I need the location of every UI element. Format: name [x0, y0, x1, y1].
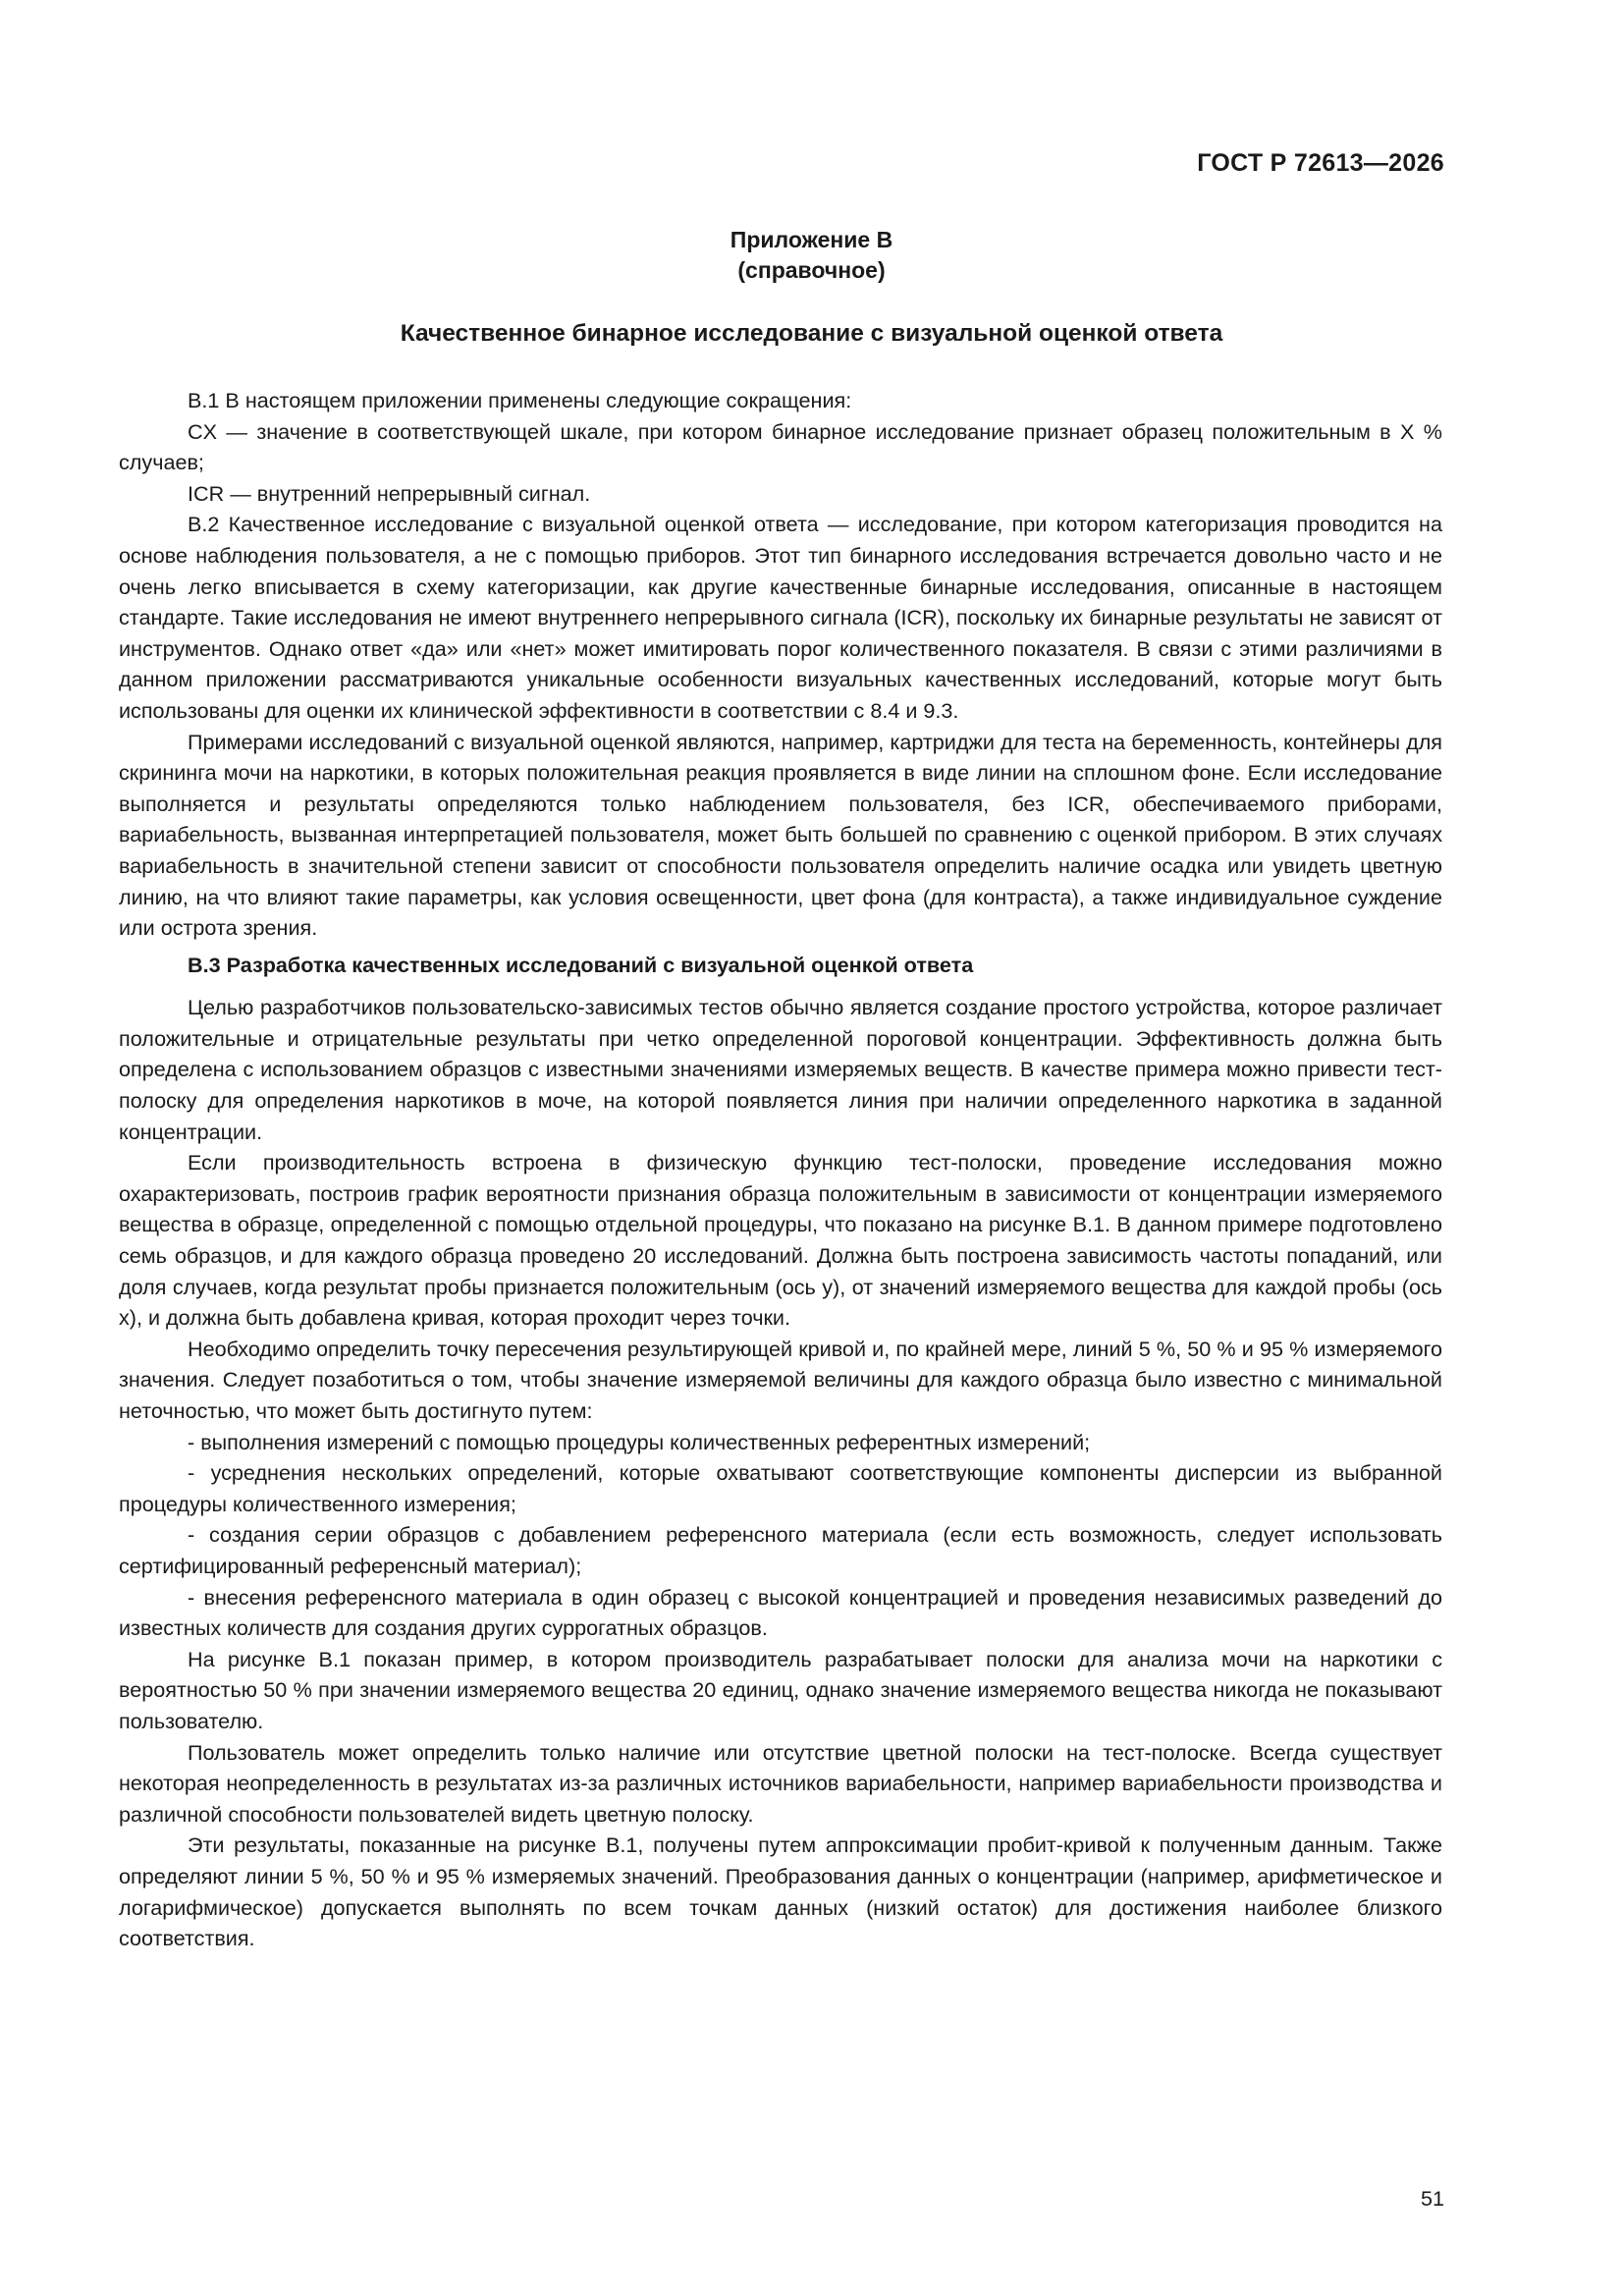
list-item: - выполнения измерений с помощью процедуры количественных референтных измерений; [188, 1429, 1091, 1454]
appendix-title: Качественное бинарное исследование с визуальной оценкой ответа [400, 320, 1223, 347]
appendix-heading [0, 225, 1623, 286]
appendix-label: Приложение В [730, 227, 893, 252]
body-text [119, 385, 1442, 1954]
paragraph-b1-icr: ICR — внутренний непрерывный сигнал. [188, 480, 591, 506]
paragraph-b1-cx: CX — значение в соответствующей шкале, при котором бинарное исследование признает образец положительным в X % случаев; [119, 418, 1442, 475]
list-item: - усреднения нескольких определений, которые охватывают соответствующие компоненты дисперсии из выбранной процедуры количественного измерения; [119, 1460, 1442, 1516]
paragraph-b3-goal: Целью разработчиков пользовательско-зависимых тестов обычно является создание простого устройства, которое различает положительные и отрицательные результаты при четко определенной пороговой концентрации. Эффективность должна быть определена с использованием образцов с известными значениями измеряемых веществ. В качестве примера можно привести тест-полоску для определения наркотиков в моче, на которой появляется линия при наличии определенного наркотика в заданной концентрации. [119, 995, 1442, 1144]
paragraph-b3-performance: Если производительность встроена в физическую функцию тест-полоски, проведение исследования можно охарактеризовать, построив график вероятности признания образца положительным в зависимости от концентрации измеряемого вещества в образце, определенной с помощью отдельной процедуры, что показано на рисунке В.1. В данном примере подготовлено семь образцов, и для каждого образца проведено 20 исследований. Должна быть построена зависимость частоты попаданий, или доля случаев, когда результат пробы признается положительным (ось y), от значений измеряемого вещества для каждой пробы (ось x), и должна быть добавлена кривая, которая проходит через точки. [119, 1150, 1442, 1331]
document-code: ГОСТ Р 72613—2026 [1197, 149, 1444, 177]
paragraph-user-detect: Пользователь может определить только наличие или отсутствие цветной полоски на тест-полоске. Всегда существует некоторая неопределенность в результатах из-за различных источников вариабельности, например вариабельности производства и различной способности пользователей видеть цветную полоску. [119, 1739, 1442, 1827]
page-number: 51 [1420, 2186, 1444, 2211]
paragraph-examples: Примерами исследований с визуальной оценкой являются, например, картриджи для теста на беременность, контейнеры для скрининга мочи на наркотики, в которых положительная реакция проявляется в виде линии на сплошном фоне. Если исследование выполняется и результаты определяются только наблюдением пользователя, без ICR, обеспечиваемого приборами, вариабельность, вызванная интерпретацией пользователя, может быть большей по сравнению с оценкой прибором. В этих случаях вариабельность в значительной степени зависит от способности пользователя определить наличие осадка или увидеть цветную линию, на что влияют такие параметры, как условия освещенности, цвет фона (для контраста), а также индивидуальное суждение или острота зрения. [119, 729, 1442, 941]
paragraph-probit: Эти результаты, показанные на рисунке В.1, получены путем аппроксимации пробит-кривой к полученным данным. Также определяют линии 5 %, 50 % и 95 % измеряемых значений. Преобразования данных о концентрации (например, арифметическое и логарифмическое) допускается выполнять по всем точкам данных (низкий остаток) для достижения наиболее близкого соответствия. [119, 1832, 1442, 1951]
paragraph-b2: В.2 Качественное исследование с визуальной оценкой ответа — исследование, при котором категоризация проводится на основе наблюдения пользователя, а не с помощью приборов. Этот тип бинарного исследования встречается довольно часто и не очень легко вписывается в схему категоризации, как другие качественные бинарные исследования, описанные в настоящем стандарте. Такие исследования не имеют внутреннего непрерывного сигнала (ICR), поскольку их бинарные результаты не зависят от инструментов. Однако ответ «да» или «нет» может имитировать порог количественного показателя. В связи с этими различиями в данном приложении рассматриваются уникальные особенности визуальных качественных исследований, которые могут быть использованы для оценки их клинической эффективности в соответствии с 8.4 и 9.3. [119, 512, 1442, 723]
paragraph-fig-example: На рисунке В.1 показан пример, в котором производитель разрабатывает полоски для анализа мочи на наркотики с вероятностью 50 % при значении измеряемого вещества 20 единиц, однако значение измеряемого вещества никогда не показывают пользователю. [119, 1646, 1442, 1733]
paragraph-b3-intersect: Необходимо определить точку пересечения результирующей кривой и, по крайней мере, линий 5 %, 50 % и 95 % измеряемого значения. Следует позаботиться о том, чтобы значение измеряемой величины для каждого образца было известно с минимальной неточностью, что может быть достигнуто путем: [119, 1336, 1442, 1423]
subsection-b3-title: В.3 Разработка качественных исследований с визуальной оценкой ответа [188, 952, 974, 977]
paragraph-b1-intro: В.1 В настоящем приложении применены следующие сокращения: [188, 388, 852, 412]
appendix-kind: (справочное) [737, 257, 886, 283]
list-item: - внесения референсного материала в один образец с высокой концентрацией и проведения независимых разведений до известных количеств для создания других суррогатных образцов. [119, 1584, 1442, 1641]
list-item: - создания серии образцов с добавлением референсного материала (если есть возможность, следует использовать сертифицированный референсный материал); [119, 1522, 1442, 1578]
